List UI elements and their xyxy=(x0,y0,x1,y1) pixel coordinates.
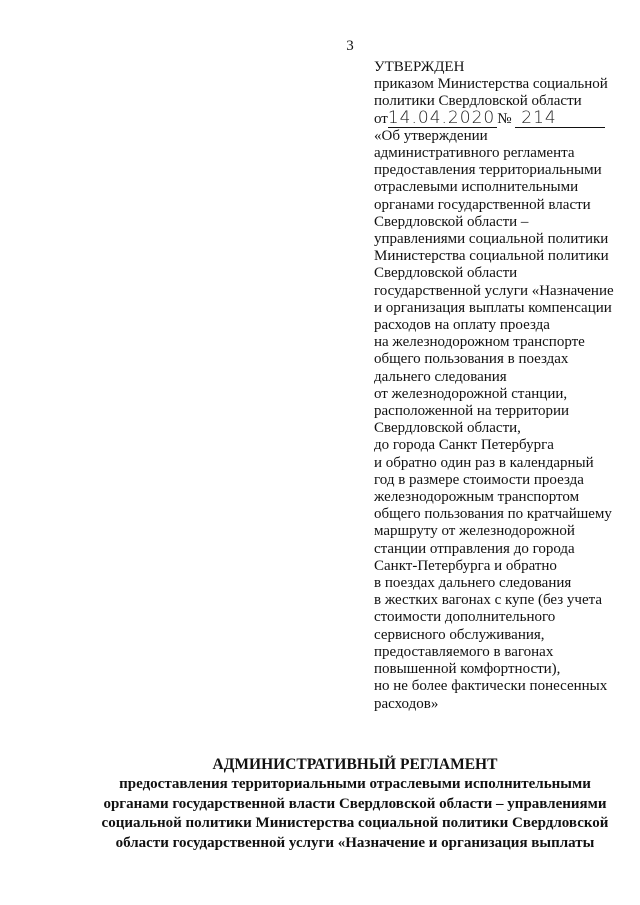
regulation-subtitle xyxy=(0,775,640,853)
approval-line: Свердловской области – xyxy=(374,213,529,230)
approval-line: дальнего следования xyxy=(374,368,507,385)
approval-line: органами государственной власти xyxy=(374,196,591,213)
approval-line: но не более фактически понесенных xyxy=(374,678,608,695)
approval-line: в поездах дальнего следования xyxy=(374,575,572,592)
order-number-sign: № xyxy=(497,110,512,127)
approval-line: железнодорожным транспортом xyxy=(374,489,580,506)
approval-line: стоимости дополнительного xyxy=(374,609,556,626)
approval-line: до города Санкт Петербурга xyxy=(374,437,554,454)
regulation-subtitle-line: социальной политики Министерства социальной политики Свердловской xyxy=(101,815,609,831)
regulation-title: АДМИНИСТРАТИВНЫЙ РЕГЛАМЕНТ xyxy=(212,756,498,773)
approval-line: государственной услуги «Назначение xyxy=(374,282,614,299)
approval-line: год в размере стоимости проезда xyxy=(374,471,584,488)
approval-line: административного регламента xyxy=(374,145,575,161)
approval-line: предоставления территориальными xyxy=(374,162,602,179)
approval-line: Свердловской области, xyxy=(374,420,521,437)
approval-line: политики Свердловской области xyxy=(374,93,582,110)
approval-line: Санкт-Петербурга и обратно xyxy=(374,557,557,574)
approval-line: общего пользования в поездах xyxy=(374,351,569,368)
order-number-handwritten: 214 xyxy=(521,107,557,128)
order-prefix: от xyxy=(374,110,388,127)
approval-line: станции отправления до города xyxy=(374,540,575,557)
approval-heading: УТВЕРЖДЕН xyxy=(374,59,465,75)
approval-order-title xyxy=(374,128,636,713)
regulation-subtitle-line: органами государственной власти Свердловской области – управлениями xyxy=(103,795,607,812)
order-reference-line xyxy=(374,107,636,128)
approval-line: повышенной комфортности), xyxy=(374,661,561,678)
order-date-field xyxy=(387,107,497,128)
approval-line: расходов» xyxy=(374,695,439,712)
regulation-subtitle-line: предоставления территориальными отраслевыми исполнительными xyxy=(119,776,591,792)
approval-line: на железнодорожном транспорте xyxy=(374,334,585,351)
approval-line: управлениями социальной политики xyxy=(374,231,609,248)
regulation-title-block xyxy=(0,756,640,853)
approval-line: и обратно один раз в календарный xyxy=(374,454,594,471)
page-number: 3 xyxy=(346,38,354,54)
approval-line: в жестких вагонах с купе (без учета xyxy=(374,592,603,609)
approval-line: от железнодорожной станции, xyxy=(374,385,568,402)
order-date-handwritten: 14.04.2020 xyxy=(387,107,496,128)
approval-stamp-block xyxy=(374,59,636,713)
approval-line: предоставляемого в вагонах xyxy=(374,643,554,660)
approval-line: и организация выплаты компенсации xyxy=(374,299,612,316)
approval-line: расходов на оплату проезда xyxy=(374,317,550,334)
approval-line: отраслевыми исполнительными xyxy=(374,179,579,196)
approval-line: расположенной на территории xyxy=(374,403,569,420)
approval-line: общего пользования по кратчайшему xyxy=(374,506,612,523)
approval-line: Свердловской области xyxy=(374,265,518,282)
order-number-field xyxy=(515,107,605,128)
approval-line: сервисного обслуживания, xyxy=(374,626,545,643)
approval-line: «Об утверждении xyxy=(374,127,488,144)
approval-line: маршруту от железнодорожной xyxy=(374,523,575,540)
approval-line: Министерства социальной политики xyxy=(374,248,609,265)
approval-line: приказом Министерства социальной xyxy=(374,76,608,93)
regulation-subtitle-line: области государственной услуги «Назначение и организация выплаты xyxy=(115,834,595,851)
